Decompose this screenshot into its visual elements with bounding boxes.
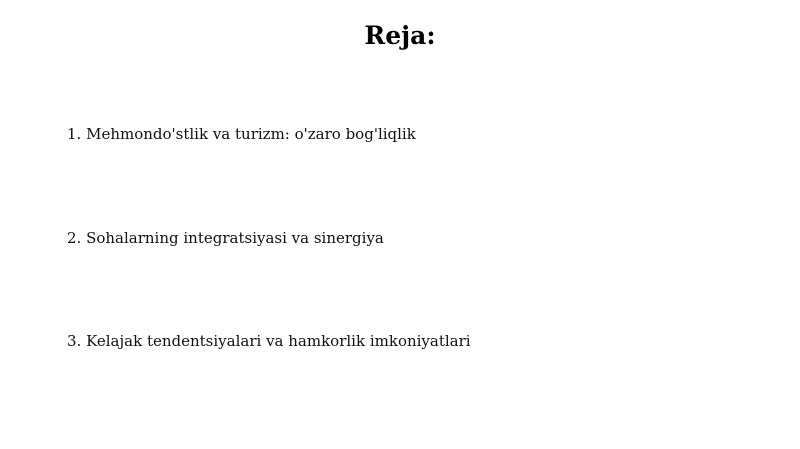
plan-item-2: 2. Sohalarning integratsiyasi va sinergiya: [67, 229, 384, 247]
plan-item-3: 3. Kelajak tendentsiyalari va hamkorlik imkoniyatlari: [67, 332, 471, 350]
plan-item-1: 1. Mehmondo'stlik va turizm: o'zaro bog'liqlik: [67, 125, 416, 143]
slide-title: Reja:: [364, 21, 436, 50]
